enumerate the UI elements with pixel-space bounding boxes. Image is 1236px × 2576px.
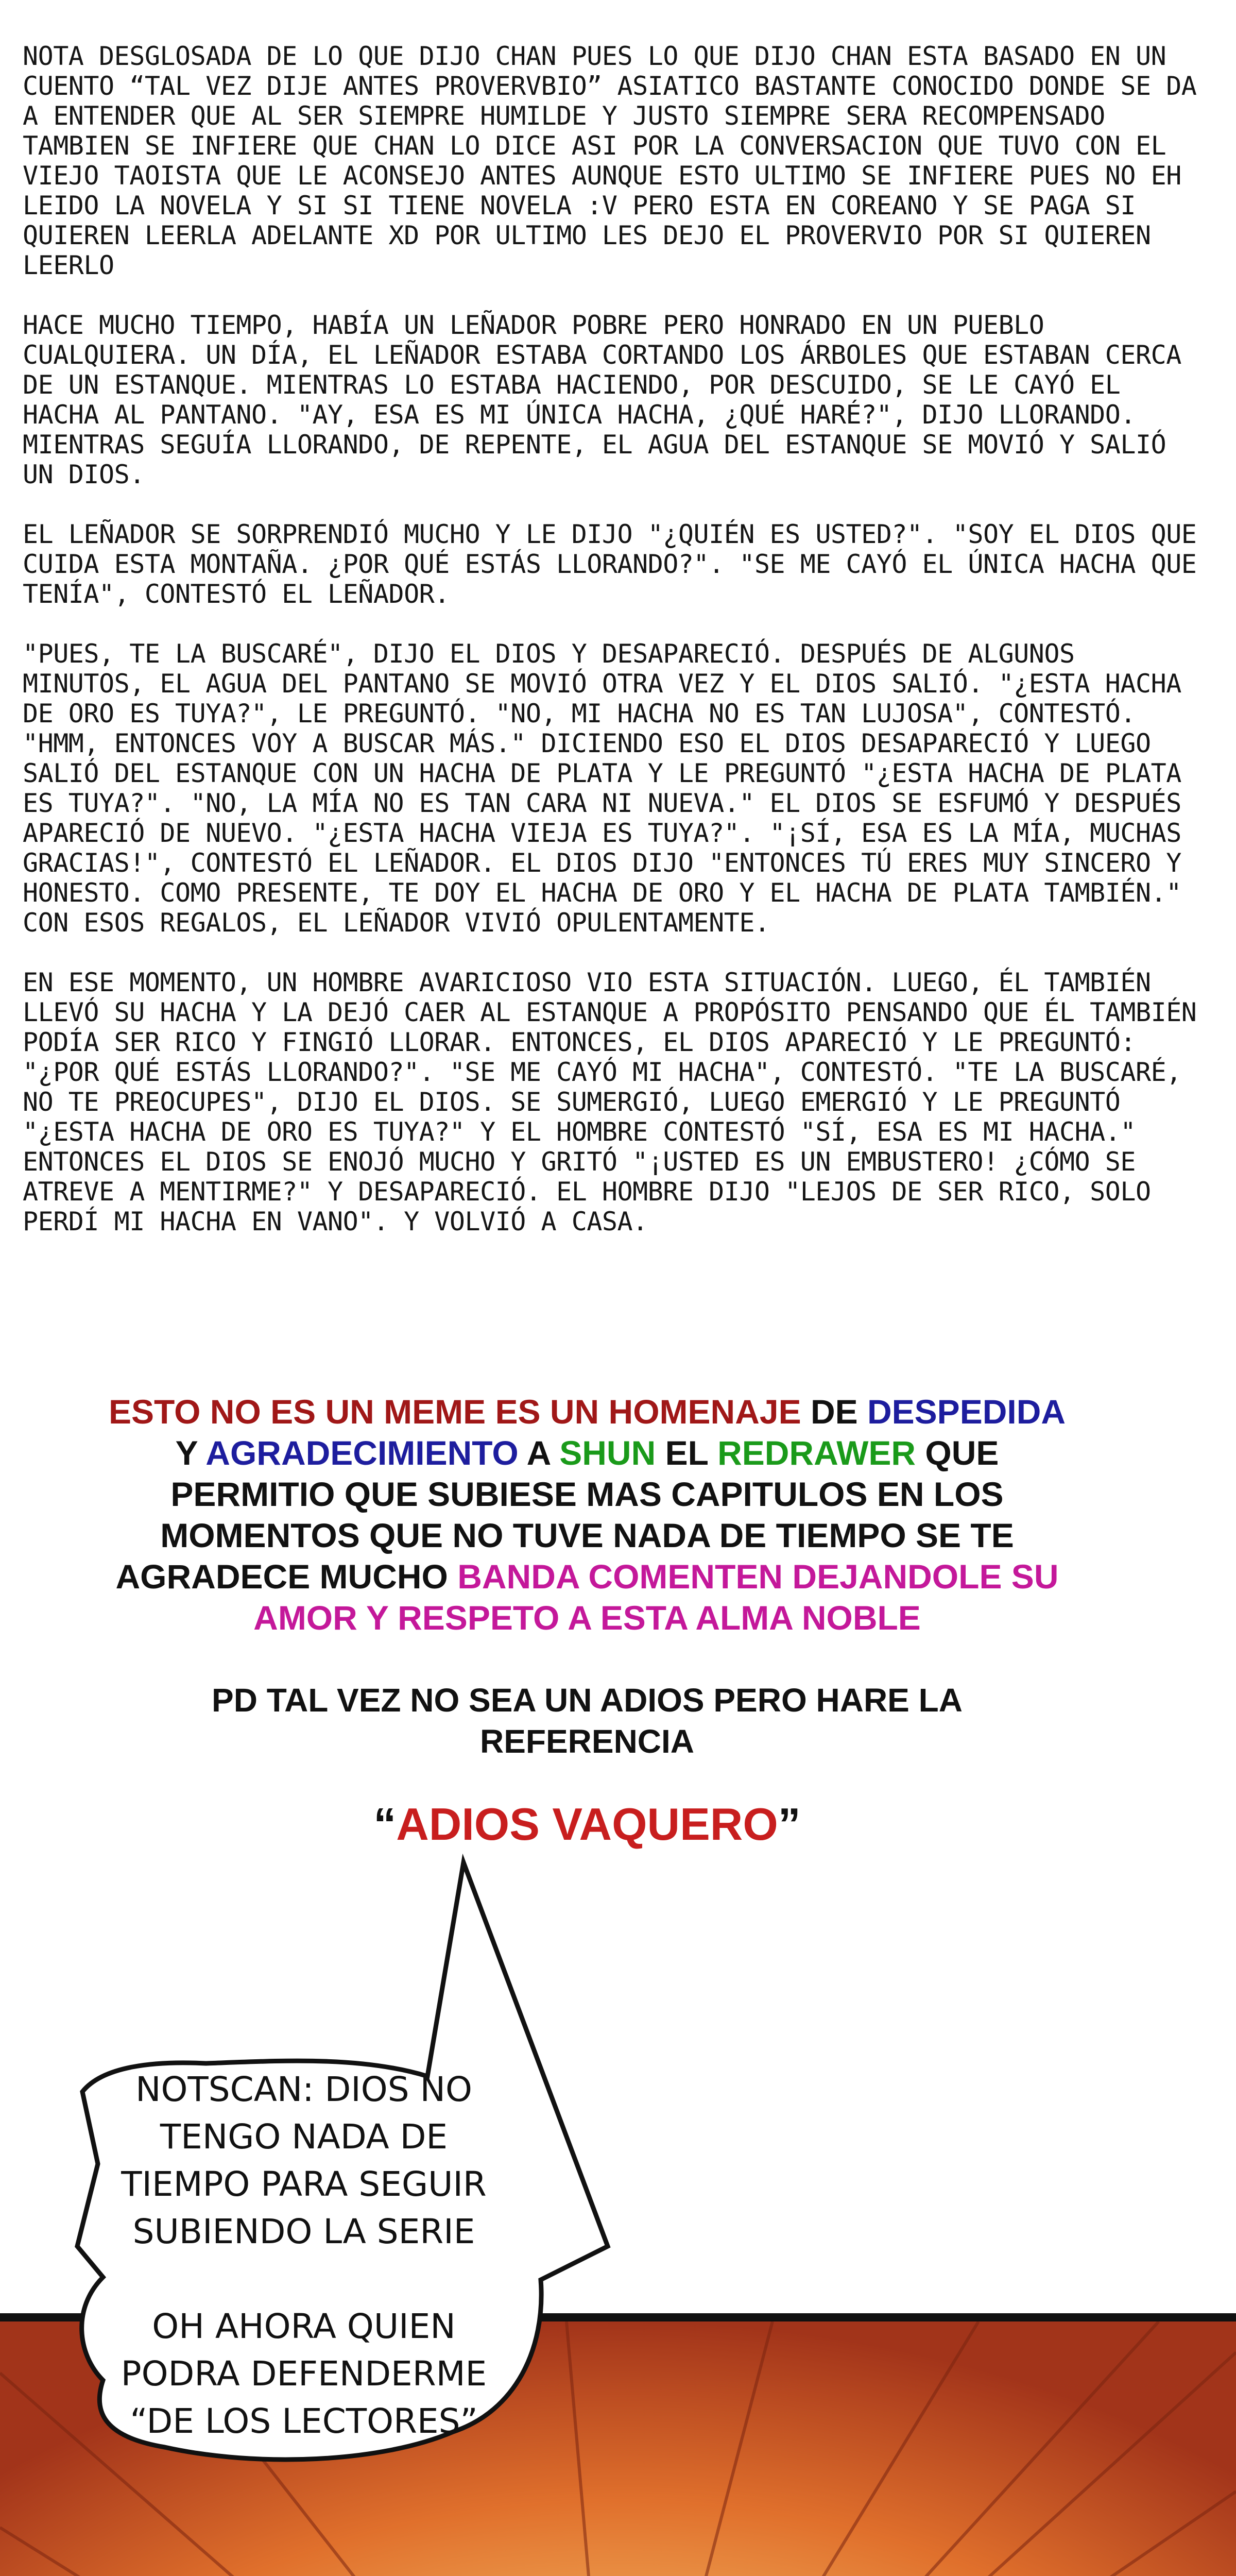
tribute-message [72,1391,1102,1638]
note-paragraph: NOTA DESGLOSADA DE LO QUE DIJO CHAN PUES LO QUE DIJO CHAN ESTA BASADO EN UN CUENTO “TAL VEZ DIJE ANTES PROVERVBIO” ASIATICO BASTANTE CONOCIDO DONDE SE DA A ENTENDER QUE AL SER SIEMPRE HUMILDE Y JUSTO SIEMPRE SERA RECOMPENSADO TAMBIEN SE INFIERE QUE CHAN LO DICE ASI POR LA CONVERSACION QUE TUVO CON EL VIEJO TAOISTA QUE LE ACONSEJO ANTES AUNQUE ESTO ULTIMO SE INFIERE PUES NO EH LEIDO LA NOVELA Y SI SI TIENE NOVELA :V PERO ESTA EN COREANO Y SE PAGA SI QUIEREN LEERLA ADELANTE XD POR ULTIMO LES DEJO EL PROVERVIO POR SI QUIEREN LEERLO [23,41,1197,280]
postscript [72,1680,1102,1762]
note-paragraph: EN ESE MOMENTO, UN HOMBRE AVARICIOSO VIO ESTA SITUACIÓN. LUEGO, ÉL TAMBIÉN LLEVÓ SU HACHA Y LA DEJÓ CAER AL ESTANQUE A PROPÓSITO PENSANDO QUE ÉL TAMBIÉN PODÍA SER RICO Y FINGIÓ LLORAR. ENTONCES, EL DIOS APARECIÓ Y LE PREGUNTÓ: "¿POR QUÉ ESTÁS LLORANDO?". "SE ME CAYÓ MI HACHA", CONTESTÓ. "TE LA BUSCARÉ, NO TE PREOCUPES", DIJO EL DIOS. SE SUMERGIÓ, LUEGO EMERGIÓ Y LE PREGUNTÓ "¿ESTA HACHA DE ORO ES TUYA?" Y EL HOMBRE CONTESTÓ "SÍ, ESA ES MI HACHA." ENTONCES EL DIOS SE ENOJÓ MUCHO Y GRITÓ "¡USTED ES UN EMBUSTERO! ¿CÓMO SE ATREVE A MENTIRME?" Y DESAPARECIÓ. EL HOMBRE DIJO "LEJOS DE SER RICO, SOLO PERDÍ MI HACHA EN VANO". Y VOLVIÓ A CASA. [23,968,1197,1236]
tribute-line [72,1432,1102,1473]
bubble-line: OH AHORA QUIEN [152,2307,456,2346]
bubble-line: “DE LOS LECTORES” [130,2401,478,2441]
bubble-line: TIEMPO PARA SEGUIR [121,2164,487,2204]
tribute-word: EL [656,1434,718,1472]
bubble-line: PODRA DEFENDERME [121,2354,487,2394]
close-quote: ” [778,1799,801,1850]
tribute-word: QUE [916,1434,999,1472]
speech-bubble-text [98,2066,510,2445]
tribute-line: AMOR Y RESPETO A ESTA ALMA NOBLE [253,1599,921,1637]
bubble-line: TENGO NADA DE [160,2117,448,2157]
note-paragraph: EL LEÑADOR SE SORPRENDIÓ MUCHO Y LE DIJO "¿QUIÉN ES USTED?". "SOY EL DIOS QUE CUIDA ESTA MONTAÑA. ¿POR QUÉ ESTÁS LLORANDO?". "SE ME CAYÓ EL ÚNICA HACHA QUE TENÍA", CONTESTÓ EL LEÑADOR. [23,519,1197,609]
open-quote: “ [373,1799,397,1850]
tribute-redrawer: REDRAWER [717,1434,916,1472]
bubble-line: NOTSCAN: DIOS NO [135,2070,472,2109]
postscript-line: PD TAL VEZ NO SEA UN ADIOS PERO HARE LA [212,1682,963,1719]
tribute-comment-request: BANDA COMENTEN DEJANDOLE SU [457,1557,1059,1596]
tribute-line [72,1556,1102,1597]
farewell-text: ADIOS VAQUERO [396,1799,778,1850]
tribute-homenaje: ESTO NO ES UN MEME ES UN HOMENAJE [108,1393,801,1431]
tribute-agradecimiento: AGRADECIMIENTO [205,1434,519,1472]
tribute-line: PERMITIO QUE SUBIESE MAS CAPITULOS EN LOS [170,1475,1004,1513]
tribute-word: DE [801,1393,867,1431]
note-paragraph: "PUES, TE LA BUSCARÉ", DIJO EL DIOS Y DESAPARECIÓ. DESPUÉS DE ALGUNOS MINUTOS, EL AGUA DEL PANTANO SE MOVIÓ OTRA VEZ Y EL DIOS SALIÓ. "¿ESTA HACHA DE ORO ES TUYA?", LE PREGUNTÓ. "NO, MI HACHA NO ES TAN LUJOSA", CONTESTÓ. "HMM, ENTONCES VOY A BUSCAR MÁS." DICIENDO ESO EL DIOS DESAPARECIÓ Y LUEGO SALIÓ DEL ESTANQUE CON UN HACHA DE PLATA Y LE PREGUNTÓ "¿ESTA HACHA DE PLATA ES TUYA?". "NO, LA MÍA NO ES TAN CARA NI NUEVA." EL DIOS SE ESFUMÓ Y DESPUÉS APARECIÓ DE NUEVO. "¿ESTA HACHA VIEJA ES TUYA?". "¡SÍ, ESA ES LA MÍA, MUCHAS GRACIAS!", CONTESTÓ EL LEÑADOR. EL DIOS DIJO "ENTONCES TÚ ERES MUY SINCERO Y HONESTO. COMO PRESENTE, TE DOY EL HACHA DE ORO Y EL HACHA DE PLATA TAMBIÉN." CON ESOS REGALOS, EL LEÑADOR VIVIÓ OPULENTAMENTE. [23,639,1181,938]
translator-note [23,41,1207,1266]
tribute-shun: SHUN [559,1434,656,1472]
postscript-line: REFERENCIA [479,1723,695,1760]
bubble-spacer [98,2256,510,2303]
bubble-line: SUBIENDO LA SERIE [132,2212,475,2251]
tribute-word: Y [175,1434,206,1472]
note-paragraph: HACE MUCHO TIEMPO, HABÍA UN LEÑADOR POBRE PERO HONRADO EN UN PUEBLO CUALQUIERA. UN DÍA, EL LEÑADOR ESTABA CORTANDO LOS ÁRBOLES QUE ESTABAN CERCA DE UN ESTANQUE. MIENTRAS LO ESTABA HACIENDO, POR DESCUIDO, SE LE CAYÓ EL HACHA AL PANTANO. "AY, ESA ES MI ÚNICA HACHA, ¿QUÉ HARÉ?", DIJO LLORANDO. MIENTRAS SEGUÍA LLORANDO, DE REPENTE, EL AGUA DEL ESTANQUE SE MOVIÓ Y SALIÓ UN DIOS. [23,310,1181,489]
tribute-despedida: DESPEDIDA [867,1393,1066,1431]
tribute-line [72,1391,1102,1432]
tribute-word: A [518,1434,560,1472]
tribute-line: MOMENTOS QUE NO TUVE NADA DE TIEMPO SE TE [160,1516,1014,1554]
tribute-word: AGRADECE MUCHO [115,1557,458,1596]
